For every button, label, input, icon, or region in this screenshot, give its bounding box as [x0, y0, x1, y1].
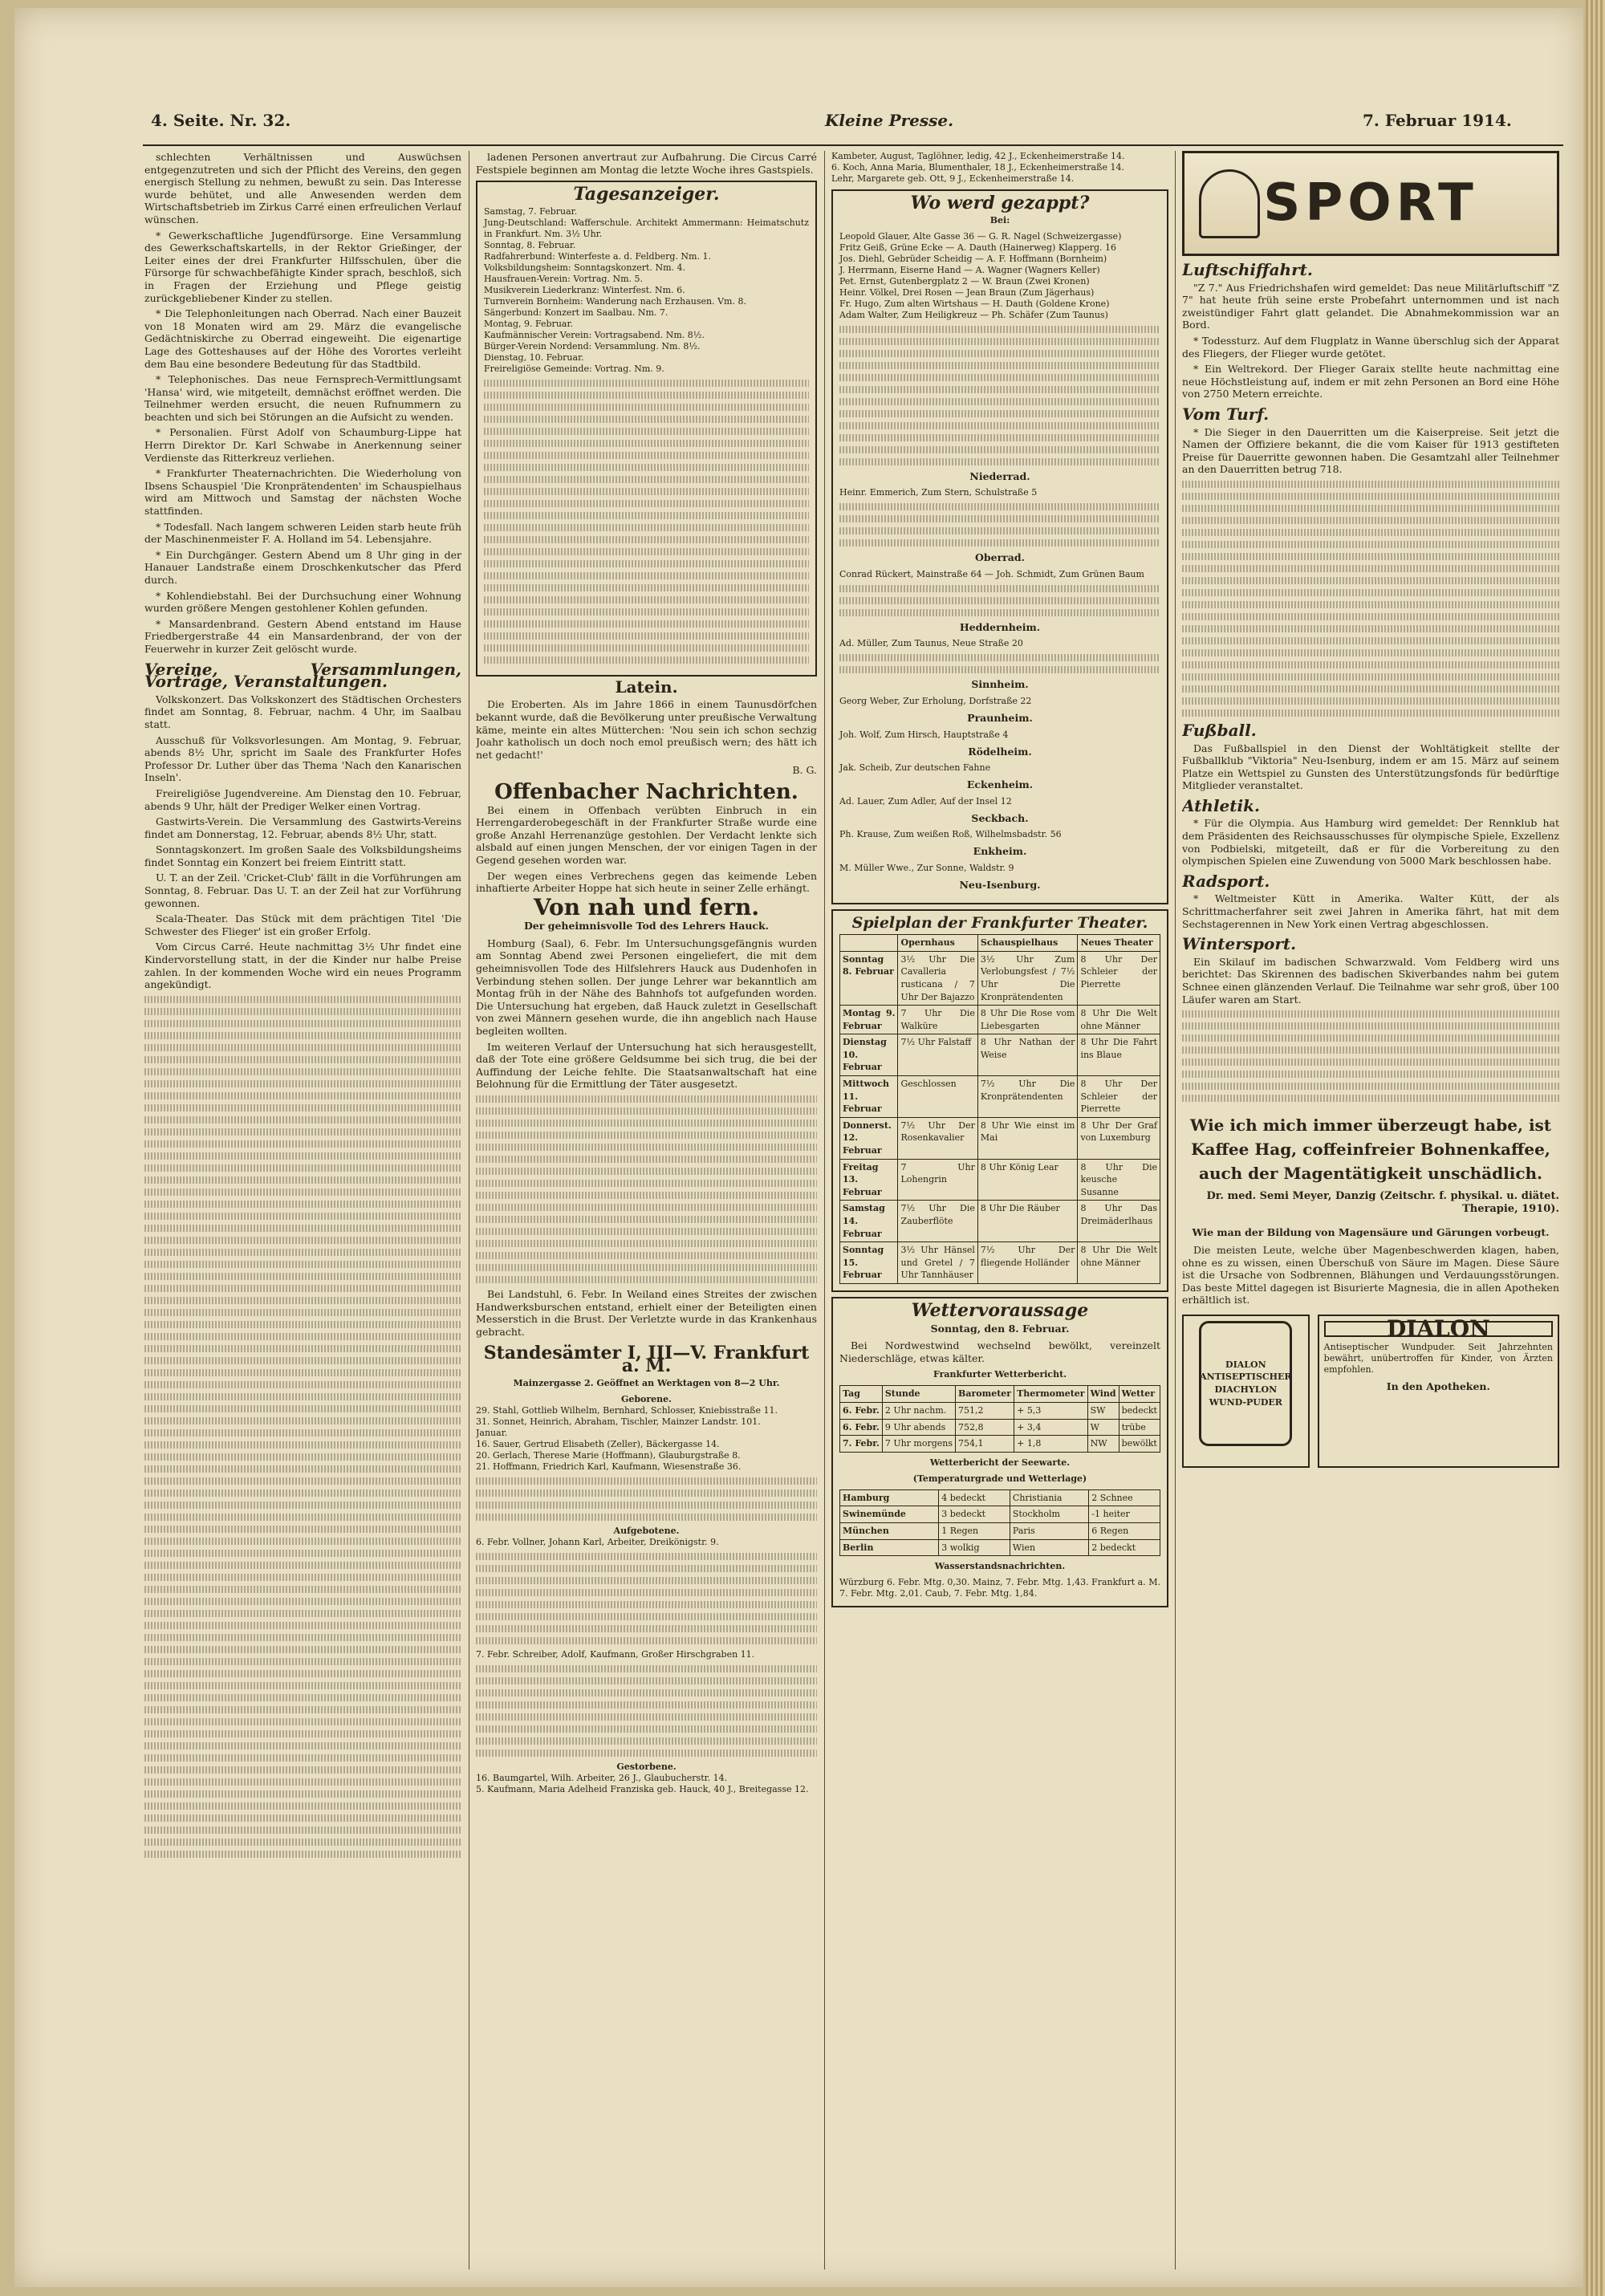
table-cell: bewölkt: [1119, 1436, 1160, 1453]
article-paragraph: * Frankfurter Theaternachrichten. Die Wiederholung von Ibsens Schauspiel 'Die Kronprätendenten' im Schauspielhaus wird am Mittwoch und Samstag der nächsten Woche stattfinden.: [144, 467, 461, 518]
table-cell: Wien: [1010, 1539, 1088, 1556]
registry-line: 6. Koch, Anna Maria, Blumenthaler, 18 J., Eckenheimerstraße 14.: [831, 162, 1124, 173]
town-heading: Heddernheim.: [959, 620, 1041, 633]
table-cell: 8 Uhr Die Räuber: [977, 1201, 1078, 1242]
tagesanzeiger-box: [476, 181, 817, 677]
signature: B. G.: [792, 764, 817, 777]
table-cell: Montag 9. Februar: [840, 1006, 898, 1034]
page-header: [127, 111, 1563, 143]
tavern-line: J. Herrmann, Eiserne Hand — A. Wagner (Wagners Keller): [839, 264, 1100, 275]
tavern-line: Fr. Hugo, Zum alten Wirtshaus — H. Dauth (Goldene Krone): [839, 298, 1110, 309]
section-heading: Standesämter I, III—V. Frankfurt a. M.: [483, 1343, 810, 1376]
seewarte-row: [840, 1539, 1160, 1556]
table-header: Barometer: [956, 1386, 1014, 1403]
powder-can-icon: DIALON ANTISEPTISCHER DIACHYLON WUND-PUDER: [1199, 1321, 1292, 1446]
article-paragraph: Vom Circus Carré. Heute nachmittag 3½ Uhr findet eine Kindervorstellung statt, in der die Kinder nur halbe Preise zahlen. In der kommenden Woche wird ein neues Programm angekündigt.: [144, 941, 461, 991]
table-cell: 4 bedeckt: [939, 1489, 1010, 1506]
tavern-line: Ad. Lauer, Zum Adler, Auf der Insel 12: [839, 795, 1012, 807]
table-cell: Paris: [1010, 1522, 1088, 1539]
table-cell: NW: [1087, 1436, 1119, 1453]
section-heading: Vom Turf.: [1182, 404, 1270, 424]
table-cell: Donnerst. 12. Februar: [840, 1117, 898, 1159]
article-paragraph: Bei einem in Offenbach verübten Einbruch in ein Herrengarderobegeschäft in der Frankfurter Straße wurde eine große Anzahl Herrenanzüge gestohlen. Der Verdacht lenkte sich alsbald auf einen jungen Menschen, der vor einigen Tagen in der Gegend gesehen worden war.: [476, 803, 817, 866]
registry-line: 20. Gerlach, Therese Marie (Hoffmann), Glauburgstraße 8.: [476, 1449, 741, 1461]
tavern-line: Jos. Diehl, Gebrüder Scheidig — A. F. Hoffmann (Bornheim): [839, 253, 1107, 264]
seewarte-row: [840, 1522, 1160, 1539]
wo-werd-gezappt-box: [831, 189, 1168, 904]
tavern-line: Pet. Ernst, Gutenbergplatz 2 — W. Braun (Zwei Kronen): [839, 275, 1090, 286]
wetter-box: [831, 1297, 1168, 1607]
column-2: [476, 151, 817, 2270]
table-cell: München: [840, 1522, 939, 1539]
article-paragraph: * Gewerkschaftliche Jugendfürsorge. Eine Versammlung des Gewerkschaftskartells, in der Rektor Grießinger, der Leiter eines der drei Frankfurter Hilfsschulen, über die Fürsorge für schwachbefähigte Kinder sprach, beschloß, sich in Fragen der Erziehung und Pflege geistig zurückgebliebener Kinder zu stellen.: [144, 229, 461, 304]
table-cell: Stockholm: [1010, 1506, 1088, 1523]
table-header: Stunde: [882, 1386, 955, 1403]
table-cell: 7 Uhr Die Walküre: [898, 1006, 977, 1034]
registry-line: 5. Kaufmann, Maria Adelheid Franziska geb. Hauck, 40 J., Breitegasse 12.: [476, 1783, 809, 1794]
box-heading: Wo werd gezappt?: [910, 193, 1090, 213]
article-paragraph: Ein Skilauf im badischen Schwarzwald. Vom Feldberg wird uns berichtet: Das Skirennen des badischen Skiverbandes nahm bei gutem Schnee einen glänzenden Verlauf. Die Teilnahme war sehr groß, über 100 Läufer waren am Start.: [1182, 955, 1559, 1006]
table-cell: Geschlossen: [898, 1076, 977, 1118]
table-cell: SW: [1087, 1402, 1119, 1419]
registry-line: Gestorbene.: [616, 1761, 677, 1772]
article-paragraph: * Die Telephonleitungen nach Oberrad. Nach einer Bauzeit von 18 Monaten wird am 29. März die evangelische Gedächtniskirche zu Oberrad eingeweiht. Die eigenartige Lage des Gotteshauses auf der Höhe des Vorortes verleiht dem Bau eine besondere Bedeutung für das Stadtbild.: [144, 307, 461, 370]
article-paragraph: Sonntagskonzert. Im großen Saale des Volksbildungsheims findet Sonntag ein Konzert bei freiem Eintritt statt.: [144, 843, 461, 868]
table-cell: 3½ Uhr Hänsel und Gretel / 7 Uhr Tannhäuser: [898, 1242, 977, 1284]
registry-line: Kambeter, August, Taglöhner, ledig, 42 J., Eckenheimerstraße 14.: [831, 151, 1125, 161]
registry-line: 21. Hoffmann, Friedrich Karl, Kaufmann, Wiesenstraße 36.: [476, 1461, 742, 1472]
newspaper-title: Kleine Presse.: [825, 111, 954, 130]
town-heading: Eckenheim.: [966, 778, 1034, 791]
article-paragraph: Volkskonzert. Das Volkskonzert des Städtischen Orchesters findet am Sonntag, 8. Februar, nachm. 4 Uhr, im Saalbau statt.: [144, 693, 461, 730]
table-cell: trübe: [1119, 1419, 1160, 1436]
advertisement-dialon: [1318, 1315, 1559, 1468]
article-paragraph: * Mansardenbrand. Gestern Abend entstand im Hause Friedbergerstraße 44 ein Mansardenbrand, der von der Feuerwehr in kurzer Zeit gelöscht wurde.: [144, 617, 461, 655]
table-cell: 8 Uhr Die Fahrt ins Blaue: [1078, 1034, 1160, 1076]
town-heading: Niederrad.: [969, 469, 1030, 482]
table-cell: 6. Febr.: [840, 1419, 883, 1436]
box-line: Kaufmännischer Verein: Vortragsabend. Nm. 8½.: [484, 329, 705, 340]
registry-line: 29. Stahl, Gottlieb Wilhelm, Bernhard, Schlosser, Kniebisstraße 11.: [476, 1404, 778, 1416]
table-cell: 8 Uhr Der Schleier der Pierrette: [1078, 951, 1160, 1005]
table-cell: 7. Febr.: [840, 1436, 883, 1453]
box-line: Sonntag, 8. Februar.: [484, 239, 576, 250]
article-paragraph: * Die Sieger in den Dauerritten um die Kaiserpreise. Seit jetzt die Namen der Offiziere bekannt, die die vom Kaiser für 1913 gestifteten Preise für Dauerritte gewonnen haben. Die Gesamtzahl aller Teilnehmer an den Dauerritten betrug 718.: [1182, 425, 1559, 476]
table-cell: 752,8: [956, 1419, 1014, 1436]
table-cell: 3 bedeckt: [939, 1506, 1010, 1523]
advertisement-quote: Wie ich mich immer überzeugt habe, ist Kaffee Hag, coffeinfreier Bohnenkaffee, auch der Magentätigkeit unschädlich.: [1189, 1115, 1552, 1184]
table-cell: Dienstag 10. Februar: [840, 1034, 898, 1076]
town-heading: Enkheim.: [973, 845, 1027, 858]
table-header: [840, 935, 898, 952]
registry-line: 16. Baumgartel, Wilh. Arbeiter, 26 J., Glaubucherstr. 14.: [476, 1772, 728, 1783]
table-cell: 2 Uhr nachm.: [882, 1402, 955, 1419]
table-cell: 3½ Uhr Die Cavalleria rusticana / 7 Uhr Der Bajazzo: [898, 951, 977, 1005]
table-cell: 751,2: [956, 1402, 1014, 1419]
table-cell: Sonntag 8. Februar: [840, 951, 898, 1005]
article-paragraph: "Z 7." Aus Friedrichshafen wird gemeldet: Das neue Militärluftschiff "Z 7" hat heute früh seine erste Probefahrt unternommen und ist nach zweistündiger Fahrt glatt gelandet. Die Abnahmekommission war an Bord.: [1182, 281, 1559, 331]
weather-row: [840, 1419, 1160, 1436]
table-cell: 8 Uhr Der Graf von Luxemburg: [1078, 1117, 1160, 1159]
registry-line: Geborene.: [620, 1393, 672, 1404]
section-heading: Latein.: [615, 677, 678, 697]
advertisement-can: [1182, 1315, 1310, 1468]
table-cell: Samstag 14. Februar: [840, 1201, 898, 1242]
article-paragraph: Die meisten Leute, welche über Magenbeschwerden klagen, haben, ohne es zu wissen, einen Überschuß von Säure im Magen. Diese Säure ist die Ursache von Sodbrennen, Blähungen und Verdauungsstörungen. Das beste Mittel dagegen ist Bisurierte Magnesia, die in allen Apotheken erhältlich ist.: [1182, 1243, 1559, 1306]
box-line: Musikverein Liederkranz: Winterfest. Nm. 6.: [484, 284, 685, 295]
table-cell: bedeckt: [1119, 1402, 1160, 1419]
table-cell: 7 Uhr morgens: [882, 1436, 955, 1453]
town-heading: Praunheim.: [967, 711, 1033, 724]
ornament-icon: [1199, 169, 1260, 238]
box-subheading: Wetterbericht der Seewarte.: [929, 1457, 1071, 1468]
tavern-line: Joh. Wolf, Zum Hirsch, Hauptstraße 4: [839, 729, 1009, 740]
tavern-line: Leopold Glauer, Alte Gasse 36 — G. R. Nagel (Schweizergasse): [839, 230, 1122, 242]
weather-row: [840, 1402, 1160, 1419]
advertisement-footer: In den Apotheken.: [1386, 1380, 1490, 1392]
table-cell: W: [1087, 1419, 1119, 1436]
table-cell: 8 Uhr Die Welt ohne Männer: [1078, 1006, 1160, 1034]
box-line: Turnverein Bornheim: Wanderung nach Erzhausen. Vm. 8.: [484, 295, 746, 307]
table-header: Wetter: [1119, 1386, 1160, 1403]
section-heading: Von nah und fern.: [533, 893, 760, 920]
column-1: [144, 151, 461, 2270]
tavern-line: Ad. Müller, Zum Taunus, Neue Straße 20: [839, 638, 1023, 649]
box-line: Freireligiöse Gemeinde: Vortrag. Nm. 9.: [484, 363, 664, 374]
page-edge: [1586, 0, 1605, 2296]
table-header: Thermometer: [1014, 1386, 1087, 1403]
article-paragraph: * Ein Weltrekord. Der Flieger Garaix stellte heute nachmittag eine neue Höchstleistung auf, indem er mit zehn Personen an Bord eine Höhe von 2750 Metern erreichte.: [1182, 363, 1559, 400]
box-subheading: Frankfurter Wetterbericht.: [933, 1369, 1067, 1380]
article-paragraph: Bei Landstuhl, 6. Febr. In Weiland eines Streites der zwischen Handwerksburschen entstand, erhielt einer der Beteiligten einen Messerstich in die Brust. Der Verletzte wurde in das Krankenhaus gebracht.: [476, 1288, 817, 1338]
section-heading: Athletik.: [1182, 795, 1260, 815]
table-header: Opernhaus: [898, 935, 977, 952]
table-cell: 8 Uhr Die keusche Susanne: [1078, 1159, 1160, 1201]
article-subtitle: Mainzergasse 2. Geöffnet an Werktagen von 8—2 Uhr.: [513, 1377, 780, 1388]
section-heading: Wintersport.: [1182, 934, 1297, 954]
column-3: [831, 151, 1168, 2270]
schedule-row: [840, 1201, 1160, 1242]
schedule-row: [840, 951, 1160, 1005]
town-heading: Sinnheim.: [971, 678, 1029, 691]
section-heading: Vereine, Versammlungen, Vorträge, Veranstaltungen.: [144, 659, 461, 692]
tavern-line: Jak. Scheib, Zur deutschen Fahne: [839, 762, 991, 774]
seewarte-row: [840, 1506, 1160, 1523]
article-paragraph: * Ein Durchgänger. Gestern Abend um 8 Uhr ging in der Hanauer Landstraße einem Droschkenkutscher das Pferd durch.: [144, 548, 461, 586]
sport-title: SPORT: [1263, 173, 1478, 233]
section-heading: Luftschiffahrt.: [1182, 260, 1313, 279]
table-cell: 8 Uhr Nathan der Weise: [977, 1034, 1078, 1076]
newspaper-page: [14, 8, 1583, 2287]
table-cell: Mittwoch 11. Februar: [840, 1076, 898, 1118]
table-header: Neues Theater: [1078, 935, 1160, 952]
tavern-line: Conrad Rückert, Mainstraße 64 — Joh. Schmidt, Zum Grünen Baum: [839, 568, 1144, 579]
table-cell: 3 wolkig: [939, 1539, 1010, 1556]
tavern-line: Heinr. Emmerich, Zum Stern, Schulstraße 5: [839, 487, 1038, 498]
seewarte-row: [840, 1489, 1160, 1506]
article-paragraph: * Todesfall. Nach langem schweren Leiden starb heute früh der Maschinenmeister F. A. Holland im 54. Lebensjahre.: [144, 520, 461, 546]
table-cell: 754,1: [956, 1436, 1014, 1453]
advertisement-signature: Dr. med. Semi Meyer, Danzig (Zeitschr. f. physikal. u. diätet. Therapie, 1910).: [1206, 1190, 1559, 1215]
weather-row: [840, 1436, 1160, 1453]
tavern-line: Georg Weber, Zur Erholung, Dorfstraße 22: [839, 695, 1032, 706]
town-heading: Oberrad.: [975, 551, 1025, 564]
schedule-row: [840, 1076, 1160, 1118]
article-paragraph: Homburg (Saal), 6. Febr. Im Untersuchungsgefängnis wurden am Sonntag Abend zwei Personen eingeliefert, die mit dem geheimnisvollen Tode des Hilfslehrers Hauck aus Dudenhofen in Verbindung stehen sollen. Der junge Lehrer war bekanntlich am Montag früh in der Nähe des Bahnhofs tot aufgefunden worden. Die Untersuchung hat ergeben, daß Hauck zuletzt in Gesellschaft von zwei Männern gesehen wurde, die ihn angeblich nach Hause begleiten wollten.: [476, 937, 817, 1038]
table-cell: 1 Regen: [939, 1522, 1010, 1539]
table-cell: Berlin: [840, 1539, 939, 1556]
weather-table: [839, 1385, 1160, 1452]
table-cell: Swinemünde: [840, 1506, 939, 1523]
table-cell: 7 Uhr Lohengrin: [898, 1159, 977, 1201]
table-cell: 7½ Uhr Die Zauberflöte: [898, 1201, 977, 1242]
article-paragraph: * Personalien. Fürst Adolf von Schaumburg-Lippe hat Herrn Direktor Dr. Karl Schwabe in Anerkennung seiner Verdienste das Ritterkreuz verliehen.: [144, 426, 461, 464]
table-cell: 6 Regen: [1089, 1522, 1160, 1539]
box-subheading: Bei:: [989, 214, 1010, 226]
table-cell: 2 Schnee: [1089, 1489, 1160, 1506]
article-paragraph: * Todessturz. Auf dem Flugplatz in Wanne überschlug sich der Apparat des Fliegers, der Flieger wurde getötet.: [1182, 334, 1559, 360]
table-cell: Christiania: [1010, 1489, 1088, 1506]
article-paragraph: Gastwirts-Verein. Die Versammlung des Gastwirts-Vereins findet am Donnerstag, 12. Februar, abends 8½ Uhr, statt.: [144, 815, 461, 840]
table-cell: 7½ Uhr Der fliegende Holländer: [977, 1242, 1078, 1284]
registry-line: 6. Febr. Vollner, Johann Karl, Arbeiter, Dreikönigstr. 9.: [476, 1536, 719, 1547]
column-divider: [1175, 151, 1176, 2270]
seewarte-table: [839, 1489, 1160, 1556]
column-4: [1182, 151, 1559, 2270]
table-cell: 8 Uhr Der Schleier der Pierrette: [1078, 1076, 1160, 1118]
article-paragraph: Scala-Theater. Das Stück mit dem prächtigen Titel 'Die Schwester des Flieger' ist ein großer Erfolg.: [144, 912, 461, 937]
tavern-line: Adam Walter, Zum Heiligkreuz — Ph. Schäfer (Zum Taunus): [839, 309, 1108, 320]
table-header: Tag: [840, 1386, 883, 1403]
article-paragraph: Das Fußballspiel in den Dienst der Wohltätigkeit stellte der Fußballklub "Viktoria" Neu-Isenburg, indem er am 15. März auf seinem Platze ein Wettspiel zu Gunsten des Unterstützungsfonds für bedürftige Mitglieder veranstaltet.: [1182, 742, 1559, 792]
town-heading: Rödelheim.: [968, 745, 1032, 758]
box-line: Hausfrauen-Verein: Vortrag. Nm. 5.: [484, 273, 644, 284]
article-subtitle: Der geheimnisvolle Tod des Lehrers Hauck.: [523, 920, 770, 933]
article-paragraph: Die Eroberten. Als im Jahre 1866 in einem Taunusdörfchen bekannt wurde, daß die Bevölkerung unter preußische Verwaltung käme, meinte ein altes Mütterchen: 'Nou sein ich schon sechzig Joahr katholisch un doch noch emol preußisch wern; des hätt ich net gedacht!': [476, 698, 817, 761]
table-cell: 8 Uhr Das Dreimäderlhaus: [1078, 1201, 1160, 1242]
article-paragraph: Bei Nordwestwind wechselnd bewölkt, vereinzelt Niederschläge, etwas kälter.: [839, 1339, 1160, 1364]
town-heading: Seckbach.: [971, 811, 1029, 824]
registry-line: 7. Febr. Schreiber, Adolf, Kaufmann, Großer Hirschgraben 11.: [476, 1648, 755, 1660]
article-paragraph: ladenen Personen anvertraut zur Aufbahrung. Die Circus Carré Festspiele beginnen am Montag die letzte Woche ihres Gastspiels.: [476, 151, 817, 176]
registry-line: 16. Sauer, Gertrud Elisabeth (Zeller), Bäckergasse 14.: [476, 1438, 720, 1449]
box-line: Samstag, 7. Februar.: [484, 205, 578, 217]
table-cell: 7½ Uhr Falstaff: [898, 1034, 977, 1076]
table-cell: Hamburg: [840, 1489, 939, 1506]
box-subheading: (Temperaturgrade und Wetterlage): [912, 1473, 1087, 1484]
table-cell: 9 Uhr abends: [882, 1419, 955, 1436]
table-cell: Freitag 13. Februar: [840, 1159, 898, 1201]
article-paragraph: * Für die Olympia. Aus Hamburg wird gemeldet: Der Rennklub hat dem Präsidenten des Reichsausschusses für olympische Spiele, Exzellenz von Podbielski, mitgeteilt, daß er für die Vorbereitung zu den olympischen Spielen eine Zuwendung von 5000 Mark beschlossen habe.: [1182, 817, 1559, 868]
box-subheading: Sonntag, den 8. Februar.: [930, 1322, 1070, 1335]
article-paragraph: Freireligiöse Jugendvereine. Am Dienstag den 10. Februar, abends 9 Uhr, hält der Prediger Welker einen Vortrag.: [144, 786, 461, 812]
article-paragraph: * Weltmeister Kütt in Amerika. Walter Kütt, der als Schrittmacherfahrer seit zwei Jahren in Amerika fährt, hat mit dem Sechstagerennen in New York einen Vertrag abgeschlossen.: [1182, 892, 1559, 930]
box-heading: Spielplan der Frankfurter Theater.: [851, 913, 1148, 932]
box-heading: Wettervoraussage: [911, 1299, 1089, 1321]
advertisement-text: Antiseptischer Wundpuder. Seit Jahrzehnten bewährt, unübertroffen für Kinder, von Ärzten empfohlen.: [1323, 1341, 1553, 1375]
page-date: 7. Februar 1914.: [1363, 111, 1512, 130]
table-header: Schauspielhaus: [977, 935, 1078, 952]
box-line: Dienstag, 10. Februar.: [484, 352, 584, 363]
table-cell: -1 heiter: [1089, 1506, 1160, 1523]
tavern-line: Heinr. Völkel, Drei Rosen — Jean Braun (Zum Jägerhaus): [839, 286, 1095, 298]
table-cell: + 5,3: [1014, 1402, 1087, 1419]
box-line: Sängerbund: Konzert im Saalbau. Nm. 7.: [484, 307, 668, 318]
article-paragraph: Ausschuß für Volksvorlesungen. Am Montag, 9. Februar, abends 8½ Uhr, spricht im Saale des Frankfurter Hofes Professor Dr. Luther über das Thema 'Nach den Kanarischen Inseln'.: [144, 734, 461, 784]
box-line: Jung-Deutschland: Wafferschule. Architekt Ammermann: Heimatschutz in Frankfurt. Nm. 3½ Uhr.: [484, 217, 809, 239]
table-cell: 3½ Uhr Zum Verlobungsfest / 7½ Uhr Die Kronprätendenten: [977, 951, 1078, 1005]
page-number: 4. Seite. Nr. 32.: [151, 111, 291, 130]
registry-line: Lehr, Margarete geb. Ott, 9 J., Eckenheimerstraße 14.: [831, 173, 1075, 184]
schedule-row: [840, 1159, 1160, 1201]
table-cell: 6. Febr.: [840, 1402, 883, 1419]
section-heading: Fußball.: [1182, 720, 1257, 740]
theater-schedule-table: [839, 934, 1160, 1284]
header-rule: [143, 144, 1563, 146]
tavern-line: Ph. Krause, Zum weißen Roß, Wilhelmsbadstr. 56: [839, 829, 1062, 840]
spielplan-box: [831, 909, 1168, 1292]
section-heading: Radsport.: [1182, 871, 1270, 891]
column-divider: [824, 151, 825, 2270]
registry-line: Januar.: [476, 1427, 508, 1438]
schedule-row: [840, 1242, 1160, 1284]
table-header: Wind: [1087, 1386, 1119, 1403]
brand-logo: DIALON: [1324, 1321, 1553, 1337]
table-cell: Sonntag 15. Februar: [840, 1242, 898, 1284]
box-line: Volksbildungsheim: Sonntagskonzert. Nm. 4.: [484, 262, 685, 273]
box-line: Radfahrerbund: Winterfeste a. d. Feldberg. Nm. 1.: [484, 250, 711, 262]
article-paragraph: schlechten Verhältnissen und Auswüchsen entgegenzutreten und sich der Pflicht des Vereins, den gegen energisch Stellung zu nehmen, bewußt zu sein. Das Interesse wurde behütet, und alle Anwesenden werden dem Wirtschaftsbetrieb im Zirkus Carré einen erfreulichen Verlauf wünschen.: [144, 151, 461, 226]
table-cell: + 3,4: [1014, 1419, 1087, 1436]
advertisement-row: [1182, 1315, 1559, 1468]
sport-banner: [1182, 151, 1559, 256]
tavern-line: Fritz Geiß, Grüne Ecke — A. Dauth (Hainerweg) Klapperg. 16: [839, 242, 1117, 253]
tavern-line: M. Müller Wwe., Zur Sonne, Waldstr. 9: [839, 862, 1014, 873]
box-line: Montag, 9. Februar.: [484, 318, 574, 329]
article-paragraph: U. T. an der Zeil. 'Cricket-Club' fällt in die Vorführungen am Sonntag, 8. Februar. Das U. T. an der Zeil hat zur Vorführung gewonnen.: [144, 872, 461, 909]
article-paragraph: Im weiteren Verlauf der Untersuchung hat sich herausgestellt, daß der Tote eine größere Geldsumme bei sich trug, die bei der Auffindung der Leiche fehlte. Die Staatsanwaltschaft hat eine Belohnung für die Ermittlung der Täter ausgesetzt.: [476, 1040, 817, 1091]
table-cell: + 1,8: [1014, 1436, 1087, 1453]
box-heading: Tagesanzeiger.: [573, 184, 720, 205]
town-heading: Neu-Isenburg.: [959, 878, 1041, 891]
section-heading: Offenbacher Nachrichten.: [494, 779, 798, 804]
table-cell: 8 Uhr Wie einst im Mai: [977, 1117, 1078, 1159]
box-subheading: Wasserstandsnachrichten.: [934, 1561, 1066, 1572]
registry-line: 31. Sonnet, Heinrich, Abraham, Tischler, Mainzer Landstr. 101.: [476, 1416, 761, 1427]
table-cell: 8 Uhr Die Welt ohne Männer: [1078, 1242, 1160, 1284]
article-paragraph: Würzburg 6. Febr. Mtg. 0,30. Mainz, 7. Febr. Mtg. 1,43. Frankfurt a. M. 7. Febr. Mtg. 2,01. Caub, 7. Febr. Mtg. 1,84.: [839, 1577, 1160, 1599]
schedule-row: [840, 1006, 1160, 1034]
schedule-row: [840, 1117, 1160, 1159]
box-line: Bürger-Verein Nordend: Versammlung. Nm. 8½.: [484, 340, 701, 352]
table-cell: 7½ Uhr Der Rosenkavalier: [898, 1117, 977, 1159]
article-paragraph: * Kohlendiebstahl. Bei der Durchsuchung einer Wohnung wurden größere Mengen gestohlener Kohlen gefunden.: [144, 589, 461, 615]
schedule-row: [840, 1034, 1160, 1076]
table-cell: 8 Uhr Die Rose vom Liebesgarten: [977, 1006, 1078, 1034]
table-cell: 2 bedeckt: [1089, 1539, 1160, 1556]
table-cell: 7½ Uhr Die Kronprätendenten: [977, 1076, 1078, 1118]
advertisement-heading: Wie man der Bildung von Magensäure und Gärungen vorbeugt.: [1192, 1226, 1550, 1239]
article-paragraph: * Telephonisches. Das neue Fernsprech-Vermittlungsamt 'Hansa' wird, wie mitgeteilt, demnächst eröffnet werden. Die Teilnehmer werden ersucht, die neuen Rufnummern zu beachten und sich bei Störungen an die Aufsicht zu wenden.: [144, 373, 461, 423]
article-paragraph: Der wegen eines Verbrechens gegen das keimende Leben inhaftierte Arbeiter Hoppe hat sich heute in seiner Zelle erhängt.: [476, 869, 817, 895]
table-cell: 8 Uhr König Lear: [977, 1159, 1078, 1201]
registry-line: Aufgebotene.: [613, 1525, 680, 1536]
